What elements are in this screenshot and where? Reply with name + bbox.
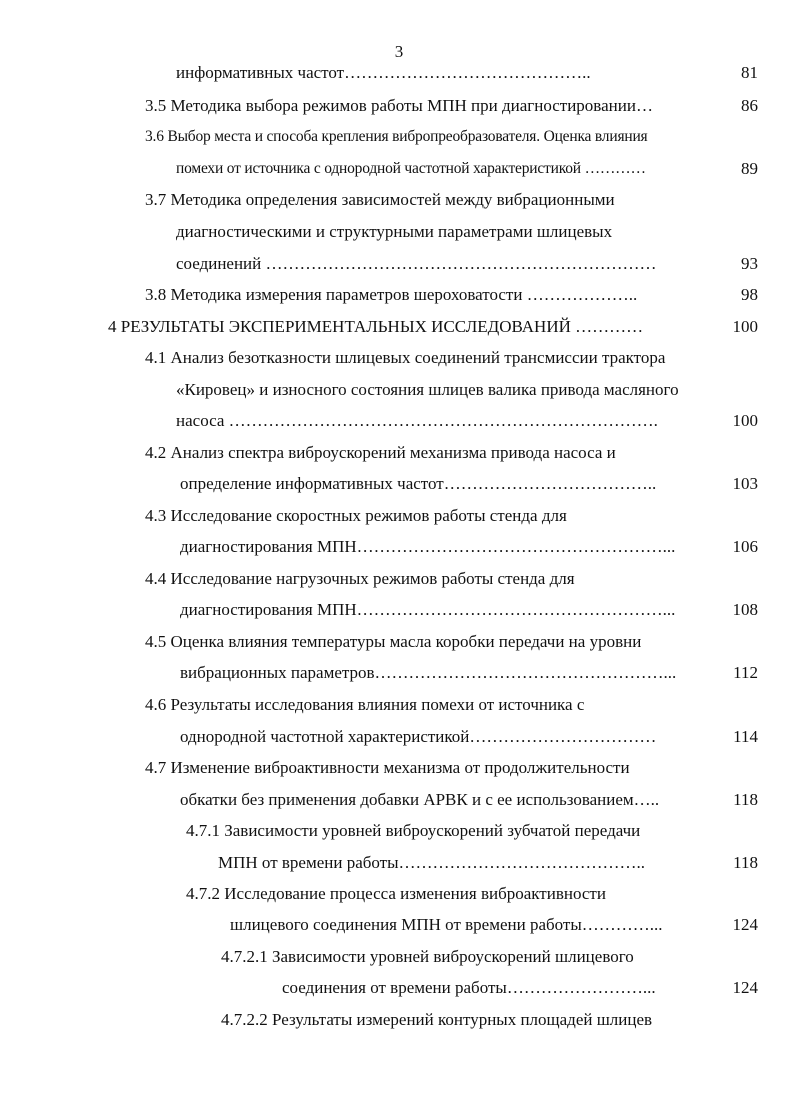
toc-entry-title: 4.2 Анализ спектра виброускорений механизма привода насоса и bbox=[145, 443, 616, 462]
toc-entry-title: обкатки без применения добавки АРВК и с ее использованием….. bbox=[180, 790, 660, 809]
toc-entry-title: вибрационных параметров……………………………………………... bbox=[180, 663, 677, 682]
toc-entry-title: 4.7.2.1 Зависимости уровней виброускорений шлицевого bbox=[221, 947, 634, 966]
toc-entry-title: 3.5 Методика выбора режимов работы МПН при диагностировании… bbox=[145, 96, 653, 115]
toc-entry-title: однородной частотной характеристикой…………………………… bbox=[180, 727, 657, 746]
toc-entry-title: информативных частот…………………………………….. bbox=[176, 63, 591, 82]
toc-entry-title: диагностирования МПН………………………………………………... bbox=[180, 600, 676, 619]
toc-entry-page: 98 bbox=[741, 285, 758, 304]
toc-entry-title: «Кировец» и износного состояния шлицев валика привода масляного bbox=[176, 380, 679, 399]
toc-entry-page: 100 bbox=[732, 411, 758, 430]
toc-entry-page: 103 bbox=[732, 474, 758, 493]
toc-entry-page: 118 bbox=[733, 790, 758, 809]
toc-entry-title: определение информативных частот……………………………….. bbox=[180, 474, 657, 493]
toc-entry-page: 112 bbox=[733, 663, 758, 682]
toc-entry-page: 124 bbox=[732, 978, 758, 997]
toc-entry-title: 4.5 Оценка влияния температуры масла коробки передачи на уровни bbox=[145, 632, 642, 651]
page-number: 3 bbox=[394, 42, 404, 61]
toc-entry-title: 4.4 Исследование нагрузочных режимов работы стенда для bbox=[145, 569, 575, 588]
toc-entry-title: МПН от времени работы…………………………………….. bbox=[218, 853, 646, 872]
toc-entry-title: 4.7.2 Исследование процесса изменения виброактивности bbox=[186, 884, 606, 903]
toc-entry-page: 100 bbox=[732, 317, 758, 336]
toc-entry-title: помехи от источника с однородной частотной характеристикой ………… bbox=[176, 160, 646, 177]
toc-entry-page: 106 bbox=[732, 537, 758, 556]
toc-entry-title: соединений …………………………………………………………… bbox=[176, 254, 657, 273]
toc-entry-title: 4.6 Результаты исследования влияния помехи от источника с bbox=[145, 695, 585, 714]
toc-entry-page: 81 bbox=[741, 63, 758, 82]
toc-entry-title: 3.6 Выбор места и способа крепления вибропреобразователя. Оценка влияния bbox=[145, 128, 648, 145]
toc-entry-title: насоса …………………………………………………………………. bbox=[176, 411, 658, 430]
toc-entry-title: 4.3 Исследование скоростных режимов работы стенда для bbox=[145, 506, 567, 525]
toc-entry-title: 3.7 Методика определения зависимостей между вибрационными bbox=[145, 190, 615, 209]
toc-entry-page: 118 bbox=[733, 853, 758, 872]
toc-entry-title: 3.8 Методика измерения параметров шероховатости ……………….. bbox=[145, 285, 638, 304]
toc-entry-title: диагностирования МПН………………………………………………... bbox=[180, 537, 676, 556]
toc-entry-page: 108 bbox=[732, 600, 758, 619]
toc-entry-title: 4.1 Анализ безотказности шлицевых соединений трансмиссии трактора bbox=[145, 348, 666, 367]
toc-entry-title: 4.7.2.2 Результаты измерений контурных площадей шлицев bbox=[221, 1010, 653, 1029]
toc-entry-page: 86 bbox=[741, 96, 758, 115]
toc-entry-title: диагностическими и структурными параметрами шлицевых bbox=[176, 222, 613, 241]
toc-entry-page: 89 bbox=[741, 159, 758, 178]
toc-entry-page: 124 bbox=[732, 915, 758, 934]
toc-entry-title: 4 РЕЗУЛЬТАТЫ ЭКСПЕРИМЕНТАЛЬНЫХ ИССЛЕДОВАНИЙ ………… bbox=[108, 317, 644, 336]
toc-entry-page: 114 bbox=[733, 727, 758, 746]
toc-entry-title: шлицевого соединения МПН от времени работы…………... bbox=[230, 915, 663, 934]
toc-entry-page: 93 bbox=[741, 254, 758, 273]
toc-entry-title: 4.7 Изменение виброактивности механизма от продолжительности bbox=[145, 758, 630, 777]
toc-entry-title: 4.7.1 Зависимости уровней виброускорений зубчатой передачи bbox=[186, 821, 641, 840]
toc-entry-title: соединения от времени работы……………………... bbox=[282, 978, 656, 997]
